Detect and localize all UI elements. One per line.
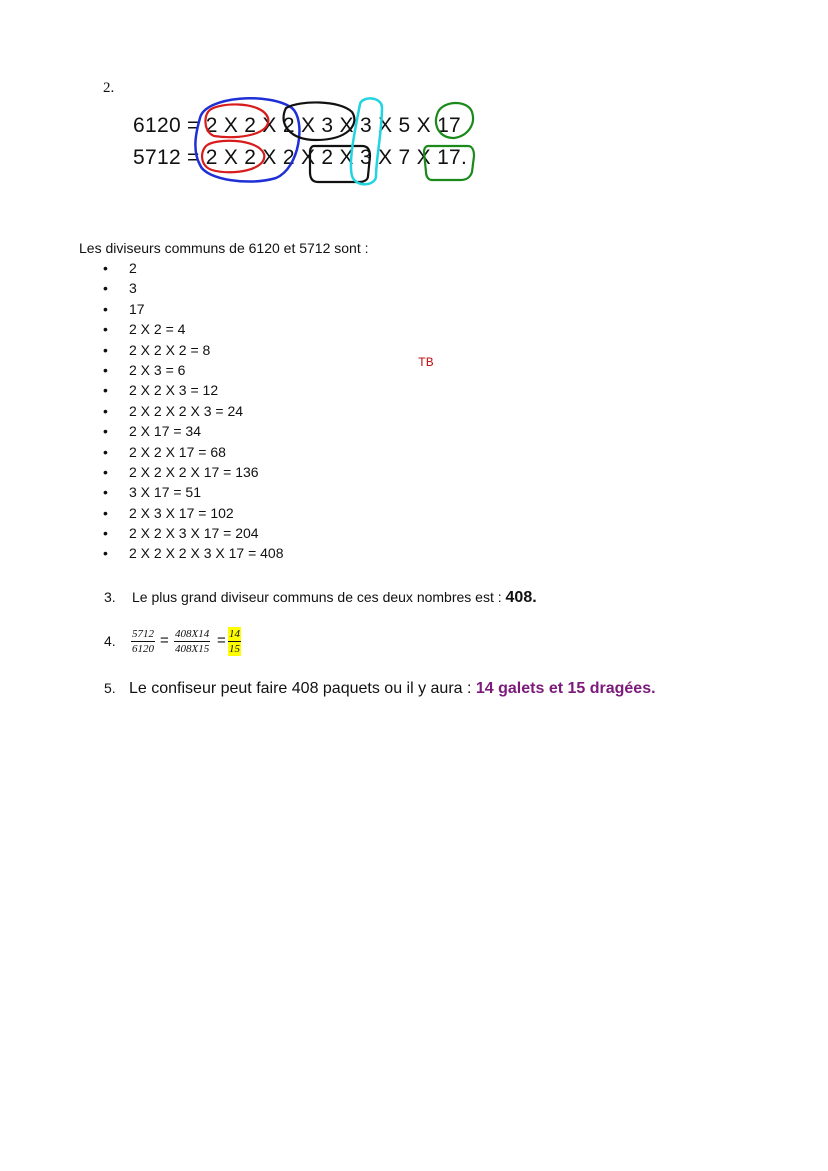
question-3-text: Le plus grand diviseur communs de ces deux nombres est :: [132, 589, 506, 605]
fraction-numerator: 408X14: [175, 628, 210, 640]
fraction-denominator: 6120: [132, 643, 154, 655]
fraction-denominator: 15: [229, 643, 240, 655]
question-5: [104, 680, 656, 698]
equals-sign: =: [160, 632, 169, 649]
list-item: • 2 X 2 = 4: [103, 319, 284, 339]
list-item: • 3: [103, 278, 284, 298]
list-item: • 2 X 2 X 3 X 17 = 204: [103, 523, 284, 543]
list-item: • 2 X 2 X 2 = 8: [103, 340, 284, 360]
black-circle-mark: [284, 102, 355, 140]
fraction-408x14-408x15: [174, 627, 210, 656]
factorization-6120: 6120 = 2 X 2 X 2 X 3 X 3 X 5 X 17: [133, 114, 462, 137]
fraction-numerator: 14: [229, 628, 240, 640]
list-item: • 2 X 2 X 2 X 3 X 17 = 408: [103, 543, 284, 563]
red-circle-mark: [206, 104, 269, 137]
list-item: • 2 X 3 X 17 = 102: [103, 503, 284, 523]
list-item: • 2 X 2 X 17 = 68: [103, 442, 284, 462]
cyan-circle-mark: [351, 98, 382, 184]
list-item: • 2 X 2 X 2 X 3 = 24: [103, 401, 284, 421]
fraction-numerator: 5712: [132, 628, 154, 640]
divisors-list: [103, 258, 284, 564]
list-item: • 2 X 2 X 3 = 12: [103, 380, 284, 400]
list-item: • 2 X 17 = 34: [103, 421, 284, 441]
handwritten-annotations: [0, 0, 828, 200]
list-item: • 17: [103, 299, 284, 319]
question-3-answer: 408.: [505, 589, 537, 606]
section-number: 2.: [103, 80, 115, 96]
fraction-5712-6120: [131, 627, 155, 656]
green-box-mark: [424, 146, 474, 180]
list-item: • 2: [103, 258, 284, 278]
fraction-denominator: 408X15: [175, 643, 210, 655]
question-3-number: 3.: [104, 589, 116, 605]
list-item: • 2 X 2 X 2 X 17 = 136: [103, 462, 284, 482]
equals-sign: =: [217, 632, 226, 649]
green-circle-mark: [436, 103, 473, 138]
list-item: • 2 X 3 = 6: [103, 360, 284, 380]
list-item: • 3 X 17 = 51: [103, 482, 284, 502]
question-5-number: 5.: [104, 680, 116, 696]
question-5-text: Le confiseur peut faire 408 paquets ou il y aura :: [129, 680, 476, 697]
question-5-answer: 14 galets et 15 dragées.: [475, 680, 656, 697]
black-box-mark: [310, 146, 370, 182]
teacher-note: TB: [418, 355, 434, 370]
question-4-number: 4.: [104, 633, 116, 649]
question-3: [104, 589, 537, 607]
fraction-14-15: [228, 627, 241, 656]
factorization-5712: 5712 = 2 X 2 X 2 X 2 X 3 X 7 X 17.: [133, 146, 468, 169]
red-circle-mark-2: [202, 141, 264, 173]
divisors-intro: Les diviseurs communs de 6120 et 5712 sont :: [79, 240, 369, 256]
